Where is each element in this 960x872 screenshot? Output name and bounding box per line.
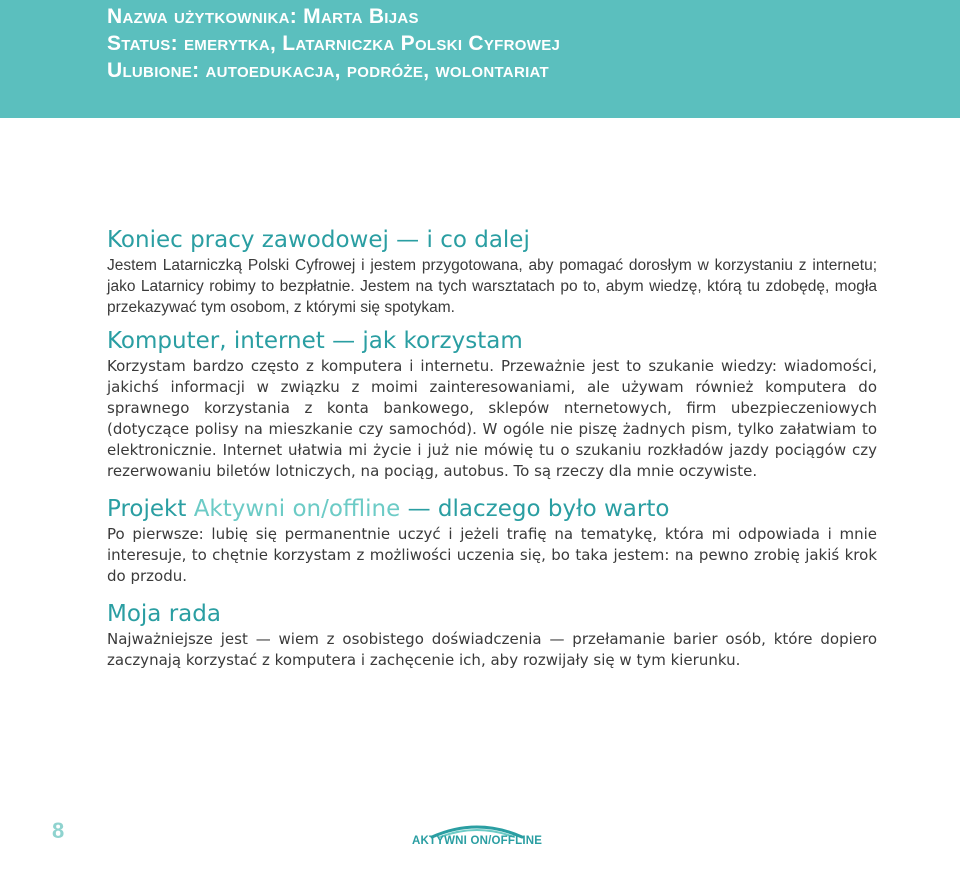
- favorites-line: Ulubione: autoedukacja, podróże, wolontariat: [107, 59, 550, 82]
- page-number: 8: [52, 818, 65, 843]
- section-body-advice: Najważniejsze jest — wiem z osobistego doświadczenia — przełamanie barier osób, które dopiero zaczynają korzystać z komputera i zachęcenie ich, aby rozwijały się w tym kierunku.: [107, 630, 877, 669]
- heading-project-post: — dlaczego było warto: [400, 496, 670, 522]
- section-heading-project: [107, 494, 877, 524]
- section-body-project: Po pierwsze: lubię się permanentnie uczyć i jeżeli trafię na tematykę, która mi odpowiada i mnie interesuje, to chętnie korzystam z możliwości uczenia się, bo taka jestem: na pewno zrobię jakiś krok do przodu.: [107, 525, 877, 585]
- status-line: Status: emerytka, Latarniczka Polski Cyfrowej: [107, 32, 561, 55]
- section-body-career-end: Jestem Latarniczką Polski Cyfrowej i jestem przygotowana, aby pomagać dorosłym w korzystaniu z internetu; jako Latarnicy robimy to bezpłatnie. Jestem na tych warsztatach po to, abym wiedzę, którą tu zdobędę, mogła przekazywać tym osobom, z którymi się spotykam.: [107, 257, 877, 316]
- section-heading-advice: Moja rada: [107, 601, 221, 627]
- heading-project-highlight: Aktywni on/offline: [193, 496, 401, 522]
- username-line: Nazwa użytkownika: Marta Bijas: [107, 5, 419, 28]
- aktywni-logo: [412, 817, 542, 867]
- section-body-computer-use: Korzystam bardzo często z komputera i internetu. Przeważnie jest to szukanie wiedzy: wiadomości, jakichś informacji w związku z moimi zainteresowaniami, ale używam również komputera do sprawnego korzystania z konta bankowego, sklepów nternetowych, firm ubezpieczeniowych (dotyczące polisy na mieszkanie czy samochód). W ogóle nie piszę żadnych pism, tylko załatwiam to elektronicznie. Internet ułatwia mi życie i już nie mówię tu o szukaniu rozkładów jazdy pociągów czy rezerwowaniu biletów lotniczych, na pociąg, autobus. To są rzeczy dla mnie oczywiste.: [107, 357, 877, 480]
- header-banner: [0, 0, 960, 118]
- section-heading-career-end: Koniec pracy zawodowej — i co dalej: [107, 227, 530, 253]
- article-content: [107, 225, 877, 671]
- logo-text: AKTYWNI ON/OFFLINE: [412, 835, 543, 847]
- section-heading-computer-use: Komputer, internet — jak korzystam: [107, 328, 523, 354]
- heading-project-pre: Projekt: [107, 496, 194, 522]
